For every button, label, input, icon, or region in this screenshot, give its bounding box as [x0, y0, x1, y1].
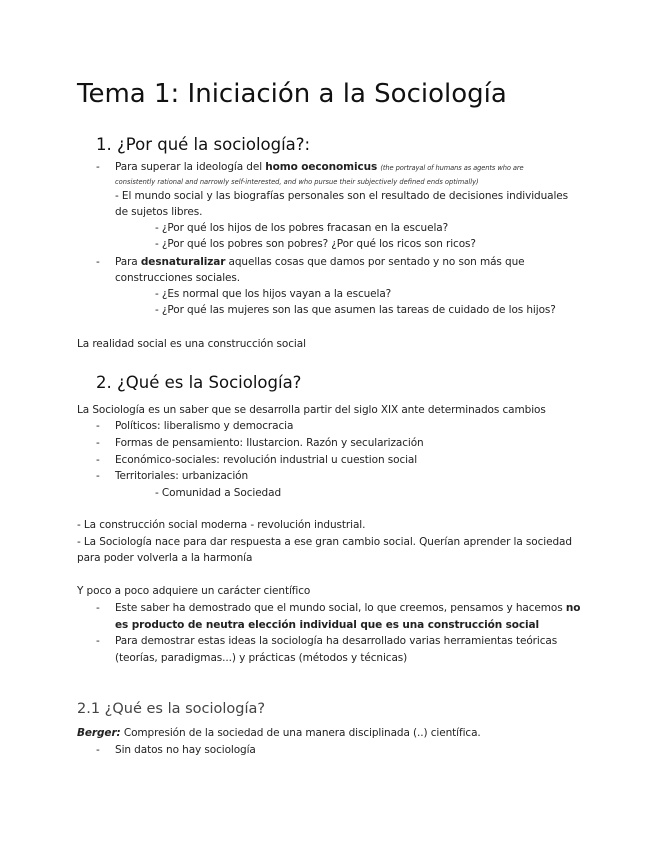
sub-item: - Comunidad a Sociedad: [155, 487, 282, 499]
bullet-marker: -: [96, 602, 100, 614]
section-2-heading: 2. ¿Qué es la Sociología?: [96, 373, 302, 392]
paragraph: - La construcción social moderna - revolución industrial.: [77, 519, 366, 531]
bullet-marker: -: [96, 420, 100, 432]
list-item: Formas de pensamiento: Ilustarcion. Razón y secularización: [115, 437, 424, 449]
text: Compresión de la sociedad de una manera disciplinada (..) científica.: [120, 727, 481, 739]
bold-term: homo oeconomicus: [265, 161, 378, 173]
bullet-marker: -: [96, 635, 100, 647]
text: Este saber ha demostrado que el mundo social, lo que creemos, pensamos y hacemos: [115, 602, 566, 614]
footnote-text: (the portrayal of humans as agents who are: [380, 164, 524, 172]
footnote-text-continued: consistently rational and narrowly self-interested, and who pursue their subjectively defined ends optimally): [115, 178, 479, 186]
sub-question: - ¿Por qué los hijos de los pobres fracasan en la escuela?: [155, 222, 449, 234]
paragraph: Y poco a poco adquiere un carácter científico: [77, 585, 311, 597]
text: Para: [115, 256, 141, 268]
bold-text: no: [565, 602, 581, 614]
list-item: Económico-sociales: revolución industrial u cuestion social: [115, 454, 418, 466]
sub-question: - ¿Por qué las mujeres son las que asumen las tareas de cuidado de los hijos?: [155, 304, 556, 316]
bold-text: es producto de neutra elección individual que es una construcción social: [115, 619, 540, 631]
list-item: Para demostrar estas ideas la sociología ha desarrollado varias herramientas teóricas: [115, 635, 558, 647]
bullet-marker: -: [96, 256, 100, 268]
bullet-marker: -: [96, 744, 100, 756]
list-item: Políticos: liberalismo y democracia: [115, 420, 294, 432]
section-1-heading: 1. ¿Por qué la sociología?:: [96, 135, 311, 154]
section-1-bullet-2: [115, 254, 525, 270]
section-2-intro: La Sociología es un saber que se desarrolla partir del siglo XIX ante determinados cambios: [77, 404, 546, 416]
list-item: Sin datos no hay sociología: [115, 744, 256, 756]
paragraph-continued: para poder volverla a la harmonía: [77, 552, 253, 564]
page-title: Tema 1: Iniciación a la Sociología: [77, 79, 507, 109]
text: Para superar la ideología del: [115, 161, 266, 173]
section-1-bullet-1: [115, 159, 524, 175]
section-1-bullet-1-line-3: de sujetos libres.: [115, 206, 203, 218]
bold-term: desnaturalizar: [140, 256, 226, 268]
sub-question: - ¿Es normal que los hijos vayan a la escuela?: [155, 288, 392, 300]
sub-question: - ¿Por qué los pobres son pobres? ¿Por qué los ricos son ricos?: [155, 238, 476, 250]
list-item-continued: [115, 617, 539, 633]
list-item: [115, 600, 580, 616]
bullet-marker: -: [96, 470, 100, 482]
author-name: Berger:: [77, 727, 121, 739]
bullet-marker: -: [96, 454, 100, 466]
list-item: Territoriales: urbanización: [115, 470, 249, 482]
bullet-marker: -: [96, 161, 100, 173]
paragraph: - La Sociología nace para dar respuesta a ese gran cambio social. Querían aprender la sociedad: [77, 536, 572, 548]
conclusion-paragraph: La realidad social es una construcción social: [77, 338, 306, 350]
definition-paragraph: [77, 725, 481, 741]
section-1-bullet-1-line-2: - El mundo social y las biografías personales son el resultado de decisiones individuales: [115, 190, 569, 202]
list-item-continued: (teorías, paradigmas...) y prácticas (métodos y técnicas): [115, 652, 408, 664]
section-2-1-heading: 2.1 ¿Qué es la sociología?: [77, 701, 266, 717]
bullet-marker: -: [96, 437, 100, 449]
text: aquellas cosas que damos por sentado y no son más que: [225, 256, 525, 268]
section-1-bullet-2-line-2: construcciones sociales.: [115, 272, 241, 284]
